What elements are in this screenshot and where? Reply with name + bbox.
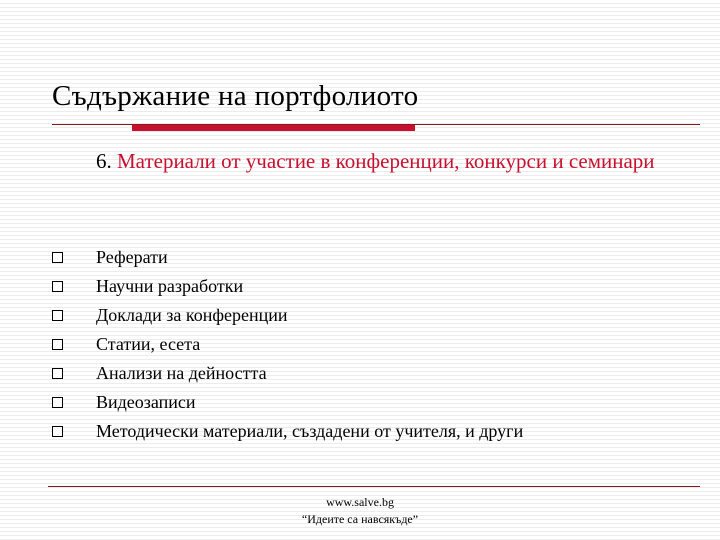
- list-item: Доклади за конференции: [52, 301, 523, 330]
- slide-title: Съдържание на портфолиото: [52, 80, 419, 112]
- footer-site: www.salve.bg: [326, 495, 394, 509]
- list-item: Статии, есета: [52, 330, 523, 359]
- bullet-square-icon: [52, 368, 63, 379]
- bullet-square-icon: [52, 281, 63, 292]
- list-item: Методически материали, създадени от учителя, и други: [52, 417, 523, 446]
- section-subtitle: [96, 147, 686, 175]
- footer: [0, 494, 720, 528]
- bullet-square-icon: [52, 397, 63, 408]
- portfolio-items-list: [52, 243, 523, 446]
- title-accent-bar: [132, 125, 415, 131]
- bullet-square-icon: [52, 252, 63, 263]
- section-number: 6.: [96, 149, 112, 173]
- section-heading: Материали от участие в конференции, конкурси и семинари: [117, 149, 655, 173]
- footer-divider: [48, 486, 700, 487]
- list-item: Реферати: [52, 243, 523, 272]
- bullet-square-icon: [52, 310, 63, 321]
- footer-slogan: “Идеите са навсякъде”: [301, 512, 419, 526]
- bullet-square-icon: [52, 426, 63, 437]
- list-item: Видеозаписи: [52, 388, 523, 417]
- list-item: Научни разработки: [52, 272, 523, 301]
- list-item: Анализи на дейността: [52, 359, 523, 388]
- bullet-square-icon: [52, 339, 63, 350]
